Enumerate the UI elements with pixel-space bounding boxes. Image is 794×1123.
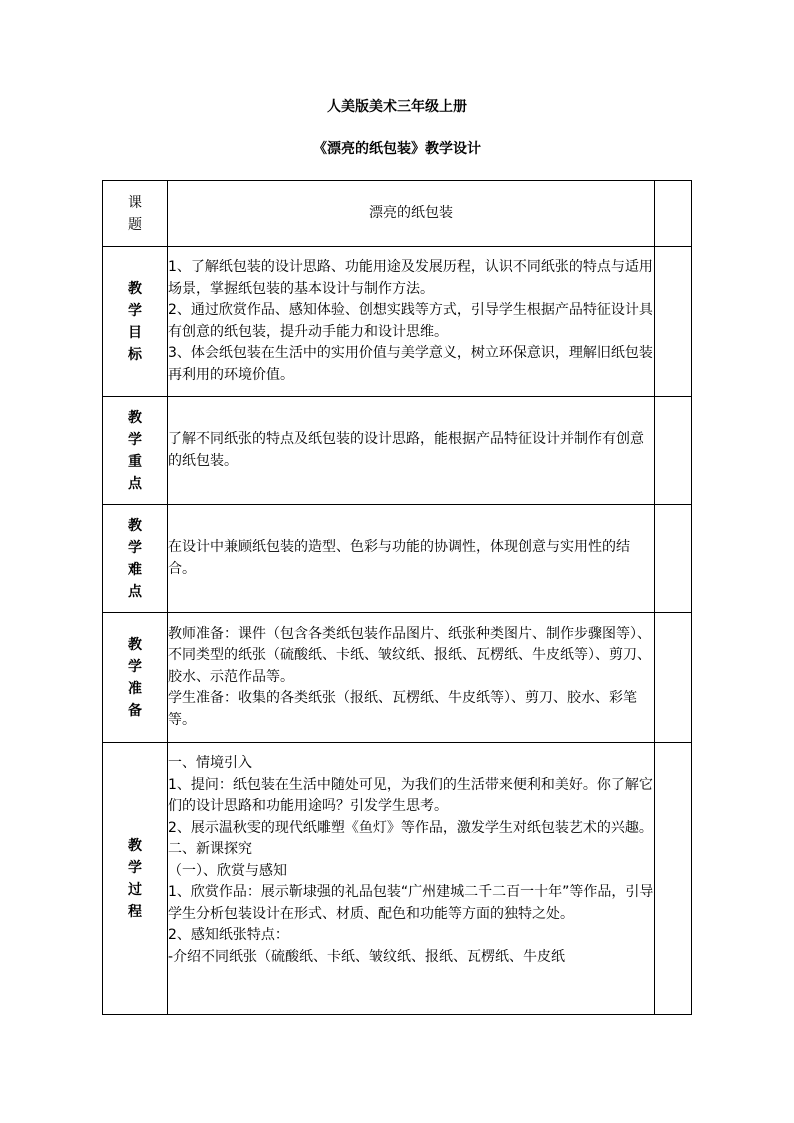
goal-item: 1、了解纸包装的设计思路、功能用途及发展历程，认识不同纸张的特点与适用场景，掌握纸包装的基本设计与制作方法。	[168, 259, 653, 297]
row-topic	[103, 181, 692, 247]
label-char: 学	[128, 431, 142, 448]
row-difficulties	[103, 505, 692, 613]
process-item: -介绍不同纸张（硫酸纸、卡纸、皱纹纸、报纸、瓦楞纸、牛皮纸	[168, 948, 566, 965]
label-key-points	[103, 397, 168, 505]
empty-cell	[655, 505, 692, 613]
label-char: 教	[128, 517, 142, 534]
difficulties-content: 在设计中兼顾纸包装的造型、色彩与功能的协调性，体现创意与实用性的结合。	[168, 505, 655, 613]
process-item: （一）、欣赏与感知	[168, 862, 287, 879]
key-points-content: 了解不同纸张的特点及纸包装的设计思路，能根据产品特征设计并制作有创意的纸包装。	[168, 397, 655, 505]
empty-cell	[655, 181, 692, 247]
document-subtitle: 《漂亮的纸包装》教学设计	[313, 141, 481, 157]
empty-cell	[655, 743, 692, 1015]
row-key-points	[103, 397, 692, 505]
label-preparation	[103, 613, 168, 743]
label-process	[103, 743, 168, 1015]
label-char: 学	[128, 302, 142, 319]
process-item: 2、感知纸张特点：	[168, 927, 289, 943]
label-char: 教	[128, 280, 142, 297]
lesson-plan-table	[102, 180, 692, 1015]
row-process	[103, 743, 692, 1015]
label-char: 学	[128, 539, 142, 556]
empty-cell	[655, 613, 692, 743]
process-item: 二、新课探究	[168, 841, 252, 857]
label-char: 学	[128, 859, 142, 876]
label-char: 目	[128, 324, 142, 341]
label-difficulties	[103, 505, 168, 613]
empty-cell	[655, 247, 692, 397]
process-item: 1、提问：纸包装在生活中随处可见，为我们的生活带来便利和美好。你了解它们的设计思路和功能用途吗？引发学生思考。	[168, 776, 653, 814]
label-char: 教	[128, 409, 142, 426]
process-item: 2、展示温秋雯的现代纸雕塑《鱼灯》等作品，激发学生对纸包装艺术的兴趣。	[168, 819, 653, 836]
goals-content	[168, 247, 655, 397]
empty-cell	[655, 397, 692, 505]
label-char: 学	[128, 658, 142, 675]
label-char: 题	[128, 216, 142, 233]
label-goals	[103, 247, 168, 397]
label-char: 备	[128, 702, 142, 719]
preparation-item: 学生准备：收集的各类纸张（报纸、瓦楞纸、牛皮纸等）、剪刀、胶水、彩笔等。	[168, 690, 637, 728]
label-char: 准	[128, 680, 142, 697]
label-char: 难	[128, 561, 142, 578]
label-char: 点	[128, 475, 142, 492]
goal-item: 3、体会纸包装在生活中的实用价值与美学意义，树立环保意识，理解旧纸包装再利用的环境价值。	[168, 345, 653, 383]
row-preparation	[103, 613, 692, 743]
label-char: 教	[128, 636, 142, 653]
label-char: 重	[128, 453, 142, 470]
goal-item: 2、通过欣赏作品、感知体验、创想实践等方式，引导学生根据产品特征设计具有创意的纸包装，提升动手能力和设计思维。	[168, 302, 653, 340]
row-goals	[103, 247, 692, 397]
label-char: 过	[128, 881, 142, 898]
process-item: 1、欣赏作品：展示靳埭强的礼品包装“广州建城二千二百一十年”等作品，引导学生分析包装设计在形式、材质、配色和功能等方面的独特之处。	[168, 884, 654, 922]
label-char: 程	[128, 903, 142, 920]
process-content	[168, 743, 655, 1015]
preparation-content	[168, 613, 655, 743]
label-char: 标	[128, 346, 142, 363]
preparation-item: 教师准备：课件（包含各类纸包装作品图片、纸张种类图片、制作步骤图等）、不同类型的纸张（硫酸纸、卡纸、皱纹纸、报纸、瓦楞纸、牛皮纸等）、剪刀、胶水、示范作品等。	[168, 625, 651, 685]
label-char: 教	[128, 837, 142, 854]
label-char: 点	[128, 583, 142, 600]
document-title: 人美版美术三年级上册	[327, 99, 467, 115]
topic-content: 漂亮的纸包装	[168, 181, 655, 247]
process-item: 一、情境引入	[168, 755, 252, 771]
label-char: 课	[128, 194, 142, 211]
label-topic	[103, 181, 168, 247]
